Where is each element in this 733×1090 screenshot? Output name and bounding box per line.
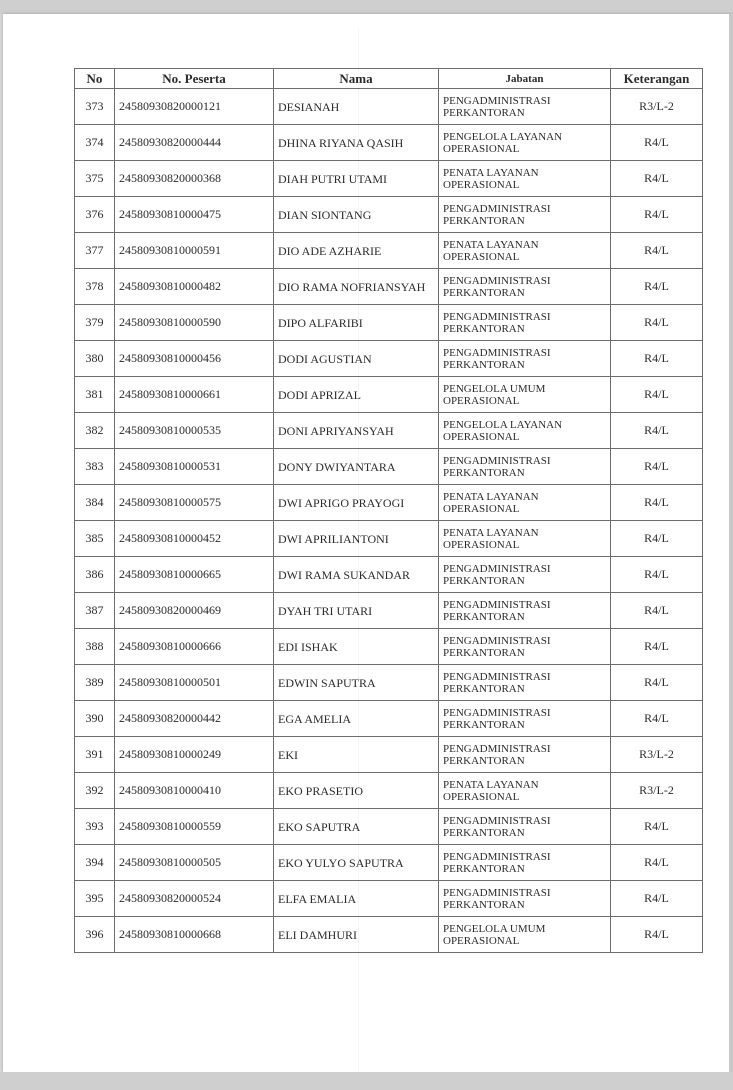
cell-no: 381: [75, 377, 115, 413]
header-keterangan: Keterangan: [611, 69, 703, 89]
cell-keterangan: R4/L: [611, 161, 703, 197]
table-row: [75, 521, 703, 557]
cell-jabatan: PENGELOLA UMUM OPERASIONAL: [439, 917, 611, 953]
cell-keterangan: R4/L: [611, 665, 703, 701]
cell-no: 391: [75, 737, 115, 773]
cell-no: 386: [75, 557, 115, 593]
table-row: [75, 629, 703, 665]
table-header-row: [75, 69, 703, 89]
table-row: [75, 557, 703, 593]
cell-jabatan: PENGADMINISTRASI PERKANTORAN: [439, 809, 611, 845]
cell-no-peserta: 24580930820000444: [115, 125, 274, 161]
cell-keterangan: R3/L-2: [611, 737, 703, 773]
cell-nama: DIO ADE AZHARIE: [274, 233, 439, 269]
cell-jabatan: PENGADMINISTRASI PERKANTORAN: [439, 305, 611, 341]
cell-no-peserta: 24580930810000665: [115, 557, 274, 593]
header-jabatan: Jabatan: [439, 69, 611, 89]
cell-nama: DIO RAMA NOFRIANSYAH: [274, 269, 439, 305]
cell-keterangan: R4/L: [611, 917, 703, 953]
cell-keterangan: R4/L: [611, 881, 703, 917]
cell-no: 395: [75, 881, 115, 917]
cell-no-peserta: 24580930810000501: [115, 665, 274, 701]
cell-keterangan: R4/L: [611, 125, 703, 161]
cell-jabatan: PENGELOLA LAYANAN OPERASIONAL: [439, 413, 611, 449]
cell-no-peserta: 24580930810000591: [115, 233, 274, 269]
cell-jabatan: PENGADMINISTRASI PERKANTORAN: [439, 197, 611, 233]
table-row: [75, 125, 703, 161]
cell-jabatan: PENGADMINISTRASI PERKANTORAN: [439, 845, 611, 881]
cell-no: 384: [75, 485, 115, 521]
cell-keterangan: R4/L: [611, 197, 703, 233]
page-right-edge: [729, 14, 733, 1072]
table-row: [75, 593, 703, 629]
cell-nama: EDI ISHAK: [274, 629, 439, 665]
cell-jabatan: PENATA LAYANAN OPERASIONAL: [439, 773, 611, 809]
cell-no: 390: [75, 701, 115, 737]
cell-keterangan: R4/L: [611, 593, 703, 629]
table-row: [75, 701, 703, 737]
cell-keterangan: R3/L-2: [611, 89, 703, 125]
viewer-top-margin: [0, 0, 733, 14]
table-row: [75, 881, 703, 917]
cell-nama: DODI APRIZAL: [274, 377, 439, 413]
cell-nama: DYAH TRI UTARI: [274, 593, 439, 629]
cell-jabatan: PENGADMINISTRASI PERKANTORAN: [439, 89, 611, 125]
cell-no-peserta: 24580930810000666: [115, 629, 274, 665]
cell-no: 373: [75, 89, 115, 125]
cell-nama: DHINA RIYANA QASIH: [274, 125, 439, 161]
cell-nama: DIPO ALFARIBI: [274, 305, 439, 341]
cell-nama: DONI APRIYANSYAH: [274, 413, 439, 449]
table-row: [75, 233, 703, 269]
cell-no: 383: [75, 449, 115, 485]
cell-keterangan: R4/L: [611, 629, 703, 665]
cell-no-peserta: 24580930820000469: [115, 593, 274, 629]
participant-table: [74, 68, 703, 953]
cell-no: 378: [75, 269, 115, 305]
cell-jabatan: PENATA LAYANAN OPERASIONAL: [439, 233, 611, 269]
cell-no-peserta: 24580930820000121: [115, 89, 274, 125]
cell-no-peserta: 24580930810000410: [115, 773, 274, 809]
cell-jabatan: PENGADMINISTRASI PERKANTORAN: [439, 341, 611, 377]
cell-keterangan: R4/L: [611, 701, 703, 737]
cell-no: 374: [75, 125, 115, 161]
cell-jabatan: PENGADMINISTRASI PERKANTORAN: [439, 269, 611, 305]
cell-nama: DWI RAMA SUKANDAR: [274, 557, 439, 593]
table-row: [75, 809, 703, 845]
cell-no-peserta: 24580930810000505: [115, 845, 274, 881]
cell-no: 392: [75, 773, 115, 809]
header-no: No: [75, 69, 115, 89]
cell-nama: EDWIN SAPUTRA: [274, 665, 439, 701]
cell-nama: DESIANAH: [274, 89, 439, 125]
cell-jabatan: PENGADMINISTRASI PERKANTORAN: [439, 629, 611, 665]
cell-no-peserta: 24580930810000249: [115, 737, 274, 773]
cell-jabatan: PENGADMINISTRASI PERKANTORAN: [439, 881, 611, 917]
table-row: [75, 917, 703, 953]
cell-jabatan: PENGADMINISTRASI PERKANTORAN: [439, 449, 611, 485]
table-row: [75, 773, 703, 809]
table-row: [75, 413, 703, 449]
cell-keterangan: R4/L: [611, 557, 703, 593]
cell-jabatan: PENATA LAYANAN OPERASIONAL: [439, 161, 611, 197]
cell-jabatan: PENGADMINISTRASI PERKANTORAN: [439, 593, 611, 629]
cell-no: 382: [75, 413, 115, 449]
cell-nama: ELI DAMHURI: [274, 917, 439, 953]
cell-no: 393: [75, 809, 115, 845]
cell-no: 377: [75, 233, 115, 269]
table-row: [75, 89, 703, 125]
cell-keterangan: R4/L: [611, 809, 703, 845]
cell-no-peserta: 24580930810000456: [115, 341, 274, 377]
cell-keterangan: R4/L: [611, 413, 703, 449]
cell-no-peserta: 24580930810000661: [115, 377, 274, 413]
viewer-bottom-margin: [0, 1072, 733, 1090]
table-row: [75, 161, 703, 197]
header-no-peserta: No. Peserta: [115, 69, 274, 89]
cell-nama: DONY DWIYANTARA: [274, 449, 439, 485]
cell-jabatan: PENGADMINISTRASI PERKANTORAN: [439, 557, 611, 593]
cell-nama: DIAN SIONTANG: [274, 197, 439, 233]
cell-nama: DODI AGUSTIAN: [274, 341, 439, 377]
table-row: [75, 449, 703, 485]
cell-no-peserta: 24580930810000535: [115, 413, 274, 449]
cell-no-peserta: 24580930810000559: [115, 809, 274, 845]
table-row: [75, 377, 703, 413]
cell-no-peserta: 24580930810000452: [115, 521, 274, 557]
cell-no-peserta: 24580930810000531: [115, 449, 274, 485]
table-row: [75, 737, 703, 773]
table-row: [75, 665, 703, 701]
cell-no-peserta: 24580930820000524: [115, 881, 274, 917]
table-row: [75, 197, 703, 233]
cell-keterangan: R3/L-2: [611, 773, 703, 809]
cell-keterangan: R4/L: [611, 845, 703, 881]
cell-nama: DWI APRILIANTONI: [274, 521, 439, 557]
cell-jabatan: PENGELOLA LAYANAN OPERASIONAL: [439, 125, 611, 161]
cell-nama: EGA AMELIA: [274, 701, 439, 737]
cell-nama: EKO YULYO SAPUTRA: [274, 845, 439, 881]
cell-keterangan: R4/L: [611, 233, 703, 269]
cell-no-peserta: 24580930810000482: [115, 269, 274, 305]
cell-jabatan: PENATA LAYANAN OPERASIONAL: [439, 485, 611, 521]
cell-nama: DIAH PUTRI UTAMI: [274, 161, 439, 197]
cell-keterangan: R4/L: [611, 305, 703, 341]
table-row: [75, 341, 703, 377]
cell-no: 385: [75, 521, 115, 557]
cell-jabatan: PENGELOLA UMUM OPERASIONAL: [439, 377, 611, 413]
cell-jabatan: PENGADMINISTRASI PERKANTORAN: [439, 665, 611, 701]
cell-jabatan: PENATA LAYANAN OPERASIONAL: [439, 521, 611, 557]
cell-no-peserta: 24580930820000442: [115, 701, 274, 737]
cell-no: 396: [75, 917, 115, 953]
cell-no-peserta: 24580930820000368: [115, 161, 274, 197]
cell-keterangan: R4/L: [611, 521, 703, 557]
cell-keterangan: R4/L: [611, 269, 703, 305]
cell-nama: EKO SAPUTRA: [274, 809, 439, 845]
cell-keterangan: R4/L: [611, 377, 703, 413]
table-row: [75, 845, 703, 881]
table-row: [75, 269, 703, 305]
table-row: [75, 305, 703, 341]
cell-keterangan: R4/L: [611, 341, 703, 377]
cell-no-peserta: 24580930810000475: [115, 197, 274, 233]
cell-no: 389: [75, 665, 115, 701]
cell-jabatan: PENGADMINISTRASI PERKANTORAN: [439, 737, 611, 773]
cell-no-peserta: 24580930810000575: [115, 485, 274, 521]
cell-no: 379: [75, 305, 115, 341]
cell-no: 376: [75, 197, 115, 233]
cell-no: 375: [75, 161, 115, 197]
cell-no: 380: [75, 341, 115, 377]
cell-jabatan: PENGADMINISTRASI PERKANTORAN: [439, 701, 611, 737]
cell-keterangan: R4/L: [611, 449, 703, 485]
cell-no: 387: [75, 593, 115, 629]
cell-no-peserta: 24580930810000668: [115, 917, 274, 953]
header-nama: Nama: [274, 69, 439, 89]
cell-no-peserta: 24580930810000590: [115, 305, 274, 341]
table-row: [75, 485, 703, 521]
cell-nama: EKI: [274, 737, 439, 773]
cell-nama: DWI APRIGO PRAYOGI: [274, 485, 439, 521]
cell-keterangan: R4/L: [611, 485, 703, 521]
cell-no: 394: [75, 845, 115, 881]
cell-nama: EKO PRASETIO: [274, 773, 439, 809]
cell-no: 388: [75, 629, 115, 665]
cell-nama: ELFA EMALIA: [274, 881, 439, 917]
